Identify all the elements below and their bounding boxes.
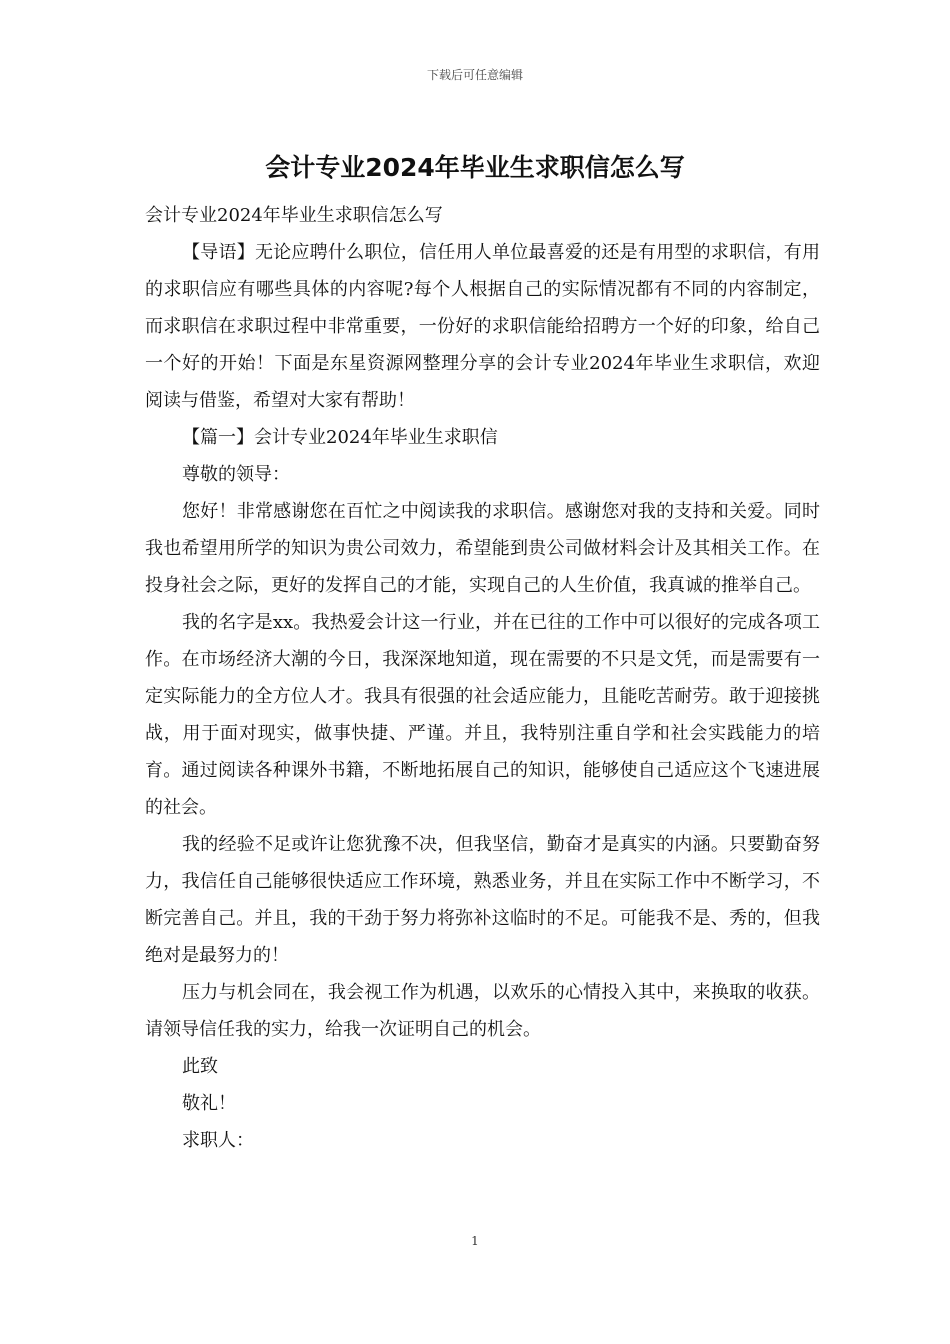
paragraph-greeting: 您好！非常感谢您在百忙之中阅读我的求职信。感谢您对我的支持和关爱。同时我也希望用所学的知识为贵公司效力，希望能到贵公司做材料会计及其相关工作。在投身社会之际，更好的发挥自己的才能，实现自己的人生价值，我真诚的推举自己。	[145, 501, 820, 596]
signature-label: 求职人：	[182, 1130, 254, 1151]
salutation: 尊敬的领导：	[182, 464, 290, 485]
page-number: 1	[471, 1234, 479, 1248]
paragraph-closing: 压力与机会同在，我会视工作为机遇，以欢乐的心情投入其中，来换取的收获。请领导信任我的实力，给我一次证明自己的机会。	[145, 982, 820, 1040]
paragraph-self-intro: 我的名字是xx。我热爱会计这一行业，并在已往的工作中可以很好的完成各项工作。在市场经济大潮的今日，我深深地知道，现在需要的不只是文凭，而是需要有一定实际能力的全方位人才。我具有很强的社会适应能力，且能吃苦耐劳。敢于迎接挑战，用于面对现实，做事快捷、严谨。并且，我特别注重自学和社会实践能力的培育。通过阅读各种课外书籍，不断地拓展自己的知识，能够使自己适应这个飞速进展的社会。	[145, 612, 820, 818]
document-body	[145, 197, 820, 1159]
document-title: 会计专业2024年毕业生求职信怎么写	[265, 153, 685, 182]
closing-phrase: 此致	[182, 1056, 218, 1077]
paragraph-experience: 我的经验不足或许让您犹豫不决，但我坚信，勤奋才是真实的内涵。只要勤奋努力，我信任自己能够很快适应工作环境，熟悉业务，并且在实际工作中不断学习，不断完善自己。并且，我的干劲于努力将弥补这临时的不足。可能我不是、秀的，但我绝对是最努力的！	[145, 834, 820, 966]
closing-salute: 敬礼！	[182, 1093, 236, 1114]
document-subtitle: 会计专业2024年毕业生求职信怎么写	[145, 205, 443, 226]
page-header: 下载后可任意编辑	[426, 68, 523, 82]
section-heading: 【篇一】会计专业2024年毕业生求职信	[182, 427, 498, 448]
paragraph-intro: 【导语】无论应聘什么职位，信任用人单位最喜爱的还是有用型的求职信，有用的求职信应有哪些具体的内容呢?每个人根据自己的实际情况都有不同的内容制定，而求职信在求职过程中非常重要，一份好的求职信能给招聘方一个好的印象，给自己一个好的开始！下面是东星资源网整理分享的会计专业2024年毕业生求职信，欢迎阅读与借鉴，希望对大家有帮助！	[145, 242, 820, 411]
